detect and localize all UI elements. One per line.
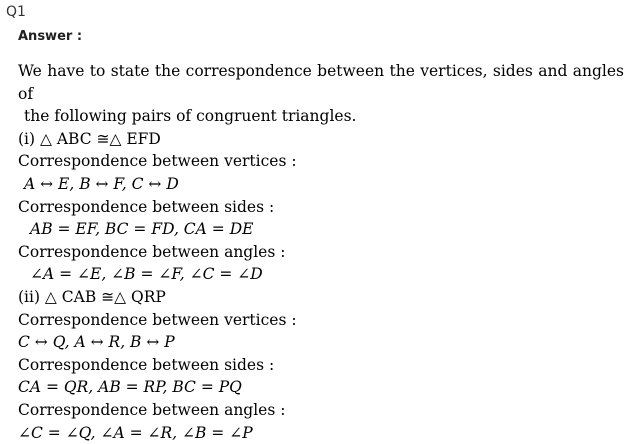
part-1-sides-label: Correspondence between sides : [18, 196, 624, 219]
part-1-heading: (i) △ ABC ≅△ EFD [18, 128, 624, 151]
part-2-sides-label: Correspondence between sides : [18, 354, 624, 377]
part-2-angles-label: Correspondence between angles : [18, 399, 624, 422]
part-2-vertices: C ↔ Q, A ↔ R, B ↔ P [18, 331, 624, 354]
question-number: Q1 [6, 4, 26, 20]
part-1-angles-label: Correspondence between angles : [18, 241, 624, 264]
part-2-heading: (ii) △ CAB ≅△ QRP [18, 286, 624, 309]
part-1-vertices-label: Correspondence between vertices : [18, 150, 624, 173]
intro-line-1: We have to state the correspondence between the vertices, sides and angles of [18, 60, 624, 105]
part-1-sides: AB = EF, BC = FD, CA = DE [18, 218, 624, 241]
answer-body [18, 60, 624, 444]
part-1-angles: ∠A = ∠E, ∠B = ∠F, ∠C = ∠D [18, 263, 624, 286]
part-1-vertices: A ↔ E, B ↔ F, C ↔ D [18, 173, 624, 196]
part-2-vertices-label: Correspondence between vertices : [18, 309, 624, 332]
part-2-angles: ∠C = ∠Q, ∠A = ∠R, ∠B = ∠P [18, 422, 624, 444]
intro-line-2: the following pairs of congruent triangles. [18, 105, 624, 128]
part-2-sides: CA = QR, AB = RP, BC = PQ [18, 376, 624, 399]
answer-label: Answer : [18, 29, 82, 44]
